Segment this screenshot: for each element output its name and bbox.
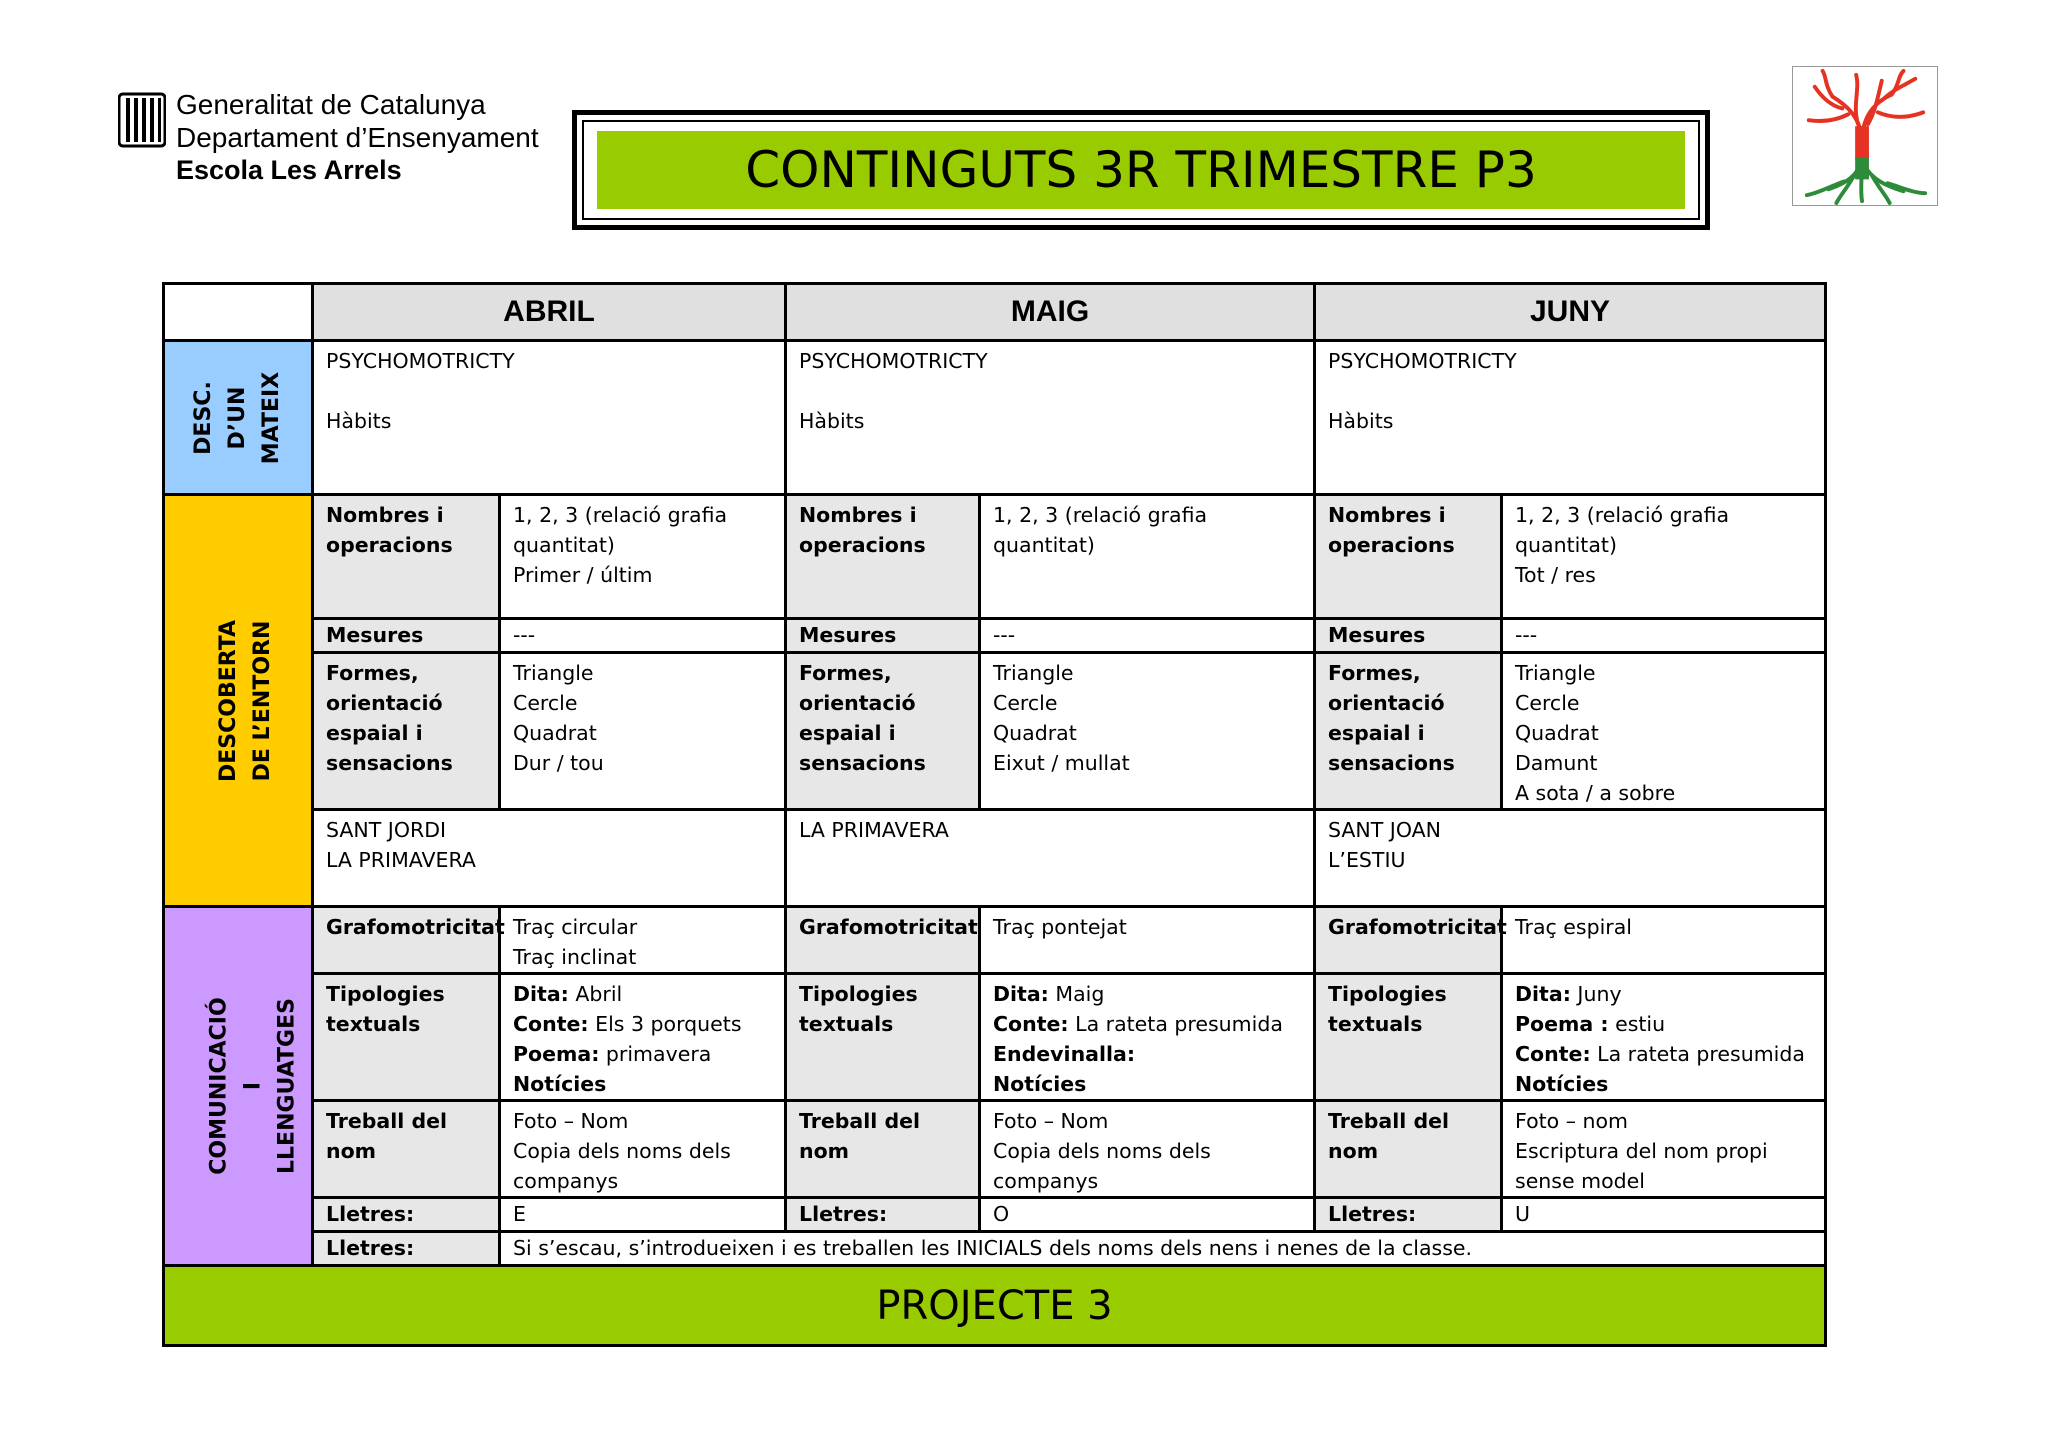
corner-cell — [164, 284, 313, 341]
tip-abril-dita-value: Abril — [568, 982, 623, 1006]
tip-maig-noticies: Notícies — [993, 1072, 1087, 1096]
tree-logo-icon — [1792, 66, 1938, 206]
contents-table — [162, 282, 1827, 1347]
month-maig: MAIG — [786, 284, 1315, 341]
section-desc-mateix — [164, 341, 313, 495]
tip-juny-noticies: Notícies — [1515, 1072, 1609, 1096]
tip-juny-poema-value: estiu — [1608, 1012, 1666, 1036]
treball-maig: Foto – Nom Copia dels noms dels companys — [980, 1101, 1315, 1198]
section-comunicacio-label: COMUNICACIÓ I LLENGUATGES — [206, 997, 300, 1175]
psycho-juny — [1315, 341, 1826, 495]
section-descoberta — [164, 495, 313, 907]
treball-juny: Foto – nom Escriptura del nom propi sense model — [1502, 1101, 1826, 1198]
nombres-maig: 1, 2, 3 (relació grafia quantitat) — [980, 495, 1315, 619]
grafo-juny: Traç espiral — [1502, 907, 1826, 974]
formes-juny: Triangle Cercle Quadrat Damunt A sota / a sobre — [1502, 653, 1826, 810]
row-grafomotricitat — [164, 907, 1826, 974]
label-nombres-abril: Nombres i operacions — [313, 495, 500, 619]
label-nombres-maig: Nombres i operacions — [786, 495, 980, 619]
label-tipologies-abril: Tipologies textuals — [313, 974, 500, 1101]
tip-maig-dita-value: Maig — [1048, 982, 1105, 1006]
tip-juny-dita-key: Dita: — [1515, 982, 1571, 1006]
grafo-maig: Traç pontejat — [980, 907, 1315, 974]
generalitat-logo — [118, 88, 598, 188]
label-grafo-abril: Grafomotricitat — [313, 907, 500, 974]
festes-juny: SANT JOAN L’ESTIU — [1315, 810, 1826, 907]
label-mesures-maig: Mesures — [786, 619, 980, 653]
psycho-abril-line1: PSYCHOMOTRICTY — [326, 349, 515, 373]
label-formes-juny: Formes, orientació espaial i sensacions — [1315, 653, 1502, 810]
row-tipologies — [164, 974, 1826, 1101]
mesures-maig: --- — [980, 619, 1315, 653]
psycho-abril — [313, 341, 786, 495]
generalitat-emblem-icon — [118, 90, 166, 148]
row-nombres — [164, 495, 1826, 619]
title-box — [597, 131, 1685, 209]
label-treball-abril: Treball del nom — [313, 1101, 500, 1198]
lletres-maig: O — [980, 1198, 1315, 1232]
row-festes — [164, 810, 1826, 907]
tipologies-abril — [500, 974, 786, 1101]
tip-maig-conte-key: Conte: — [993, 1012, 1069, 1036]
nombres-abril: 1, 2, 3 (relació grafia quantitat) Primer / últim — [500, 495, 786, 619]
tip-juny-poema-key: Poema : — [1515, 1012, 1609, 1036]
grafo-abril: Traç circular Traç inclinat — [500, 907, 786, 974]
row-psychomotricity — [164, 341, 1826, 495]
label-lletres-maig: Lletres: — [786, 1198, 980, 1232]
row-projecte — [164, 1266, 1826, 1346]
psycho-maig-line2: Hàbits — [799, 409, 865, 433]
label-formes-abril: Formes, orientació espaial i sensacions — [313, 653, 500, 810]
label-lletres-inicials: Lletres: — [313, 1232, 500, 1266]
label-lletres-abril: Lletres: — [313, 1198, 500, 1232]
label-tipologies-juny: Tipologies textuals — [1315, 974, 1502, 1101]
label-nombres-juny: Nombres i operacions — [1315, 495, 1502, 619]
formes-maig: Triangle Cercle Quadrat Eixut / mullat — [980, 653, 1315, 810]
month-header-row — [164, 284, 1826, 341]
tipologies-maig — [980, 974, 1315, 1101]
tip-juny-dita-value: Juny — [1570, 982, 1622, 1006]
section-comunicacio — [164, 907, 313, 1266]
label-treball-maig: Treball del nom — [786, 1101, 980, 1198]
month-abril: ABRIL — [313, 284, 786, 341]
label-treball-juny: Treball del nom — [1315, 1101, 1502, 1198]
month-juny: JUNY — [1315, 284, 1826, 341]
psycho-maig-line1: PSYCHOMOTRICTY — [799, 349, 988, 373]
label-tipologies-maig: Tipologies textuals — [786, 974, 980, 1101]
treball-abril: Foto – Nom Copia dels noms dels companys — [500, 1101, 786, 1198]
psycho-juny-line1: PSYCHOMOTRICTY — [1328, 349, 1517, 373]
section-descoberta-label: DESCOBERTA DE L’ENTORN — [216, 619, 276, 782]
festes-maig: LA PRIMAVERA — [786, 810, 1315, 907]
tip-abril-poema-value: primavera — [599, 1042, 712, 1066]
tip-abril-dita-key: Dita: — [513, 982, 569, 1006]
tip-abril-conte-value: Els 3 porquets — [588, 1012, 742, 1036]
tip-abril-conte-key: Conte: — [513, 1012, 589, 1036]
tipologies-juny — [1502, 974, 1826, 1101]
tip-juny-conte-value: La rateta presumida — [1590, 1042, 1805, 1066]
label-formes-maig: Formes, orientació espaial i sensacions — [786, 653, 980, 810]
title-frame — [572, 110, 1710, 230]
lletres-abril: E — [500, 1198, 786, 1232]
org-line1: Generalitat de Catalunya — [176, 89, 486, 120]
tip-maig-endevinalla: Endevinalla: — [993, 1042, 1136, 1066]
tip-abril-noticies: Notícies — [513, 1072, 607, 1096]
psycho-abril-line2: Hàbits — [326, 409, 392, 433]
tip-maig-dita-key: Dita: — [993, 982, 1049, 1006]
formes-abril: Triangle Cercle Quadrat Dur / tou — [500, 653, 786, 810]
row-inicials — [164, 1232, 1826, 1266]
row-treball-nom — [164, 1101, 1826, 1198]
row-mesures — [164, 619, 1826, 653]
label-grafo-maig: Grafomotricitat — [786, 907, 980, 974]
label-lletres-juny: Lletres: — [1315, 1198, 1502, 1232]
psycho-maig — [786, 341, 1315, 495]
label-mesures-juny: Mesures — [1315, 619, 1502, 653]
label-mesures-abril: Mesures — [313, 619, 500, 653]
org-line2: Departament d’Ensenyament — [176, 122, 539, 153]
inicials-text: Si s’escau, s’introdueixen i es treballen les INICIALS dels noms dels nens i nenes de la classe. — [500, 1232, 1826, 1266]
lletres-juny: U — [1502, 1198, 1826, 1232]
tip-maig-conte-value: La rateta presumida — [1068, 1012, 1283, 1036]
page-title: CONTINGUTS 3R TRIMESTRE P3 — [745, 141, 1537, 199]
row-formes — [164, 653, 1826, 810]
festes-abril: SANT JORDI LA PRIMAVERA — [313, 810, 786, 907]
projecte-banner: PROJECTE 3 — [164, 1266, 1826, 1346]
school-name: Escola Les Arrels — [176, 155, 402, 185]
tip-juny-conte-key: Conte: — [1515, 1042, 1591, 1066]
tip-abril-poema-key: Poema: — [513, 1042, 600, 1066]
mesures-abril: --- — [500, 619, 786, 653]
section-desc-mateix-label: DESC. D’UN MATEIX — [191, 371, 284, 464]
mesures-juny: --- — [1502, 619, 1826, 653]
row-lletres — [164, 1198, 1826, 1232]
psycho-juny-line2: Hàbits — [1328, 409, 1394, 433]
nombres-juny: 1, 2, 3 (relació grafia quantitat) Tot / res — [1502, 495, 1826, 619]
label-grafo-juny: Grafomotricitat — [1315, 907, 1502, 974]
